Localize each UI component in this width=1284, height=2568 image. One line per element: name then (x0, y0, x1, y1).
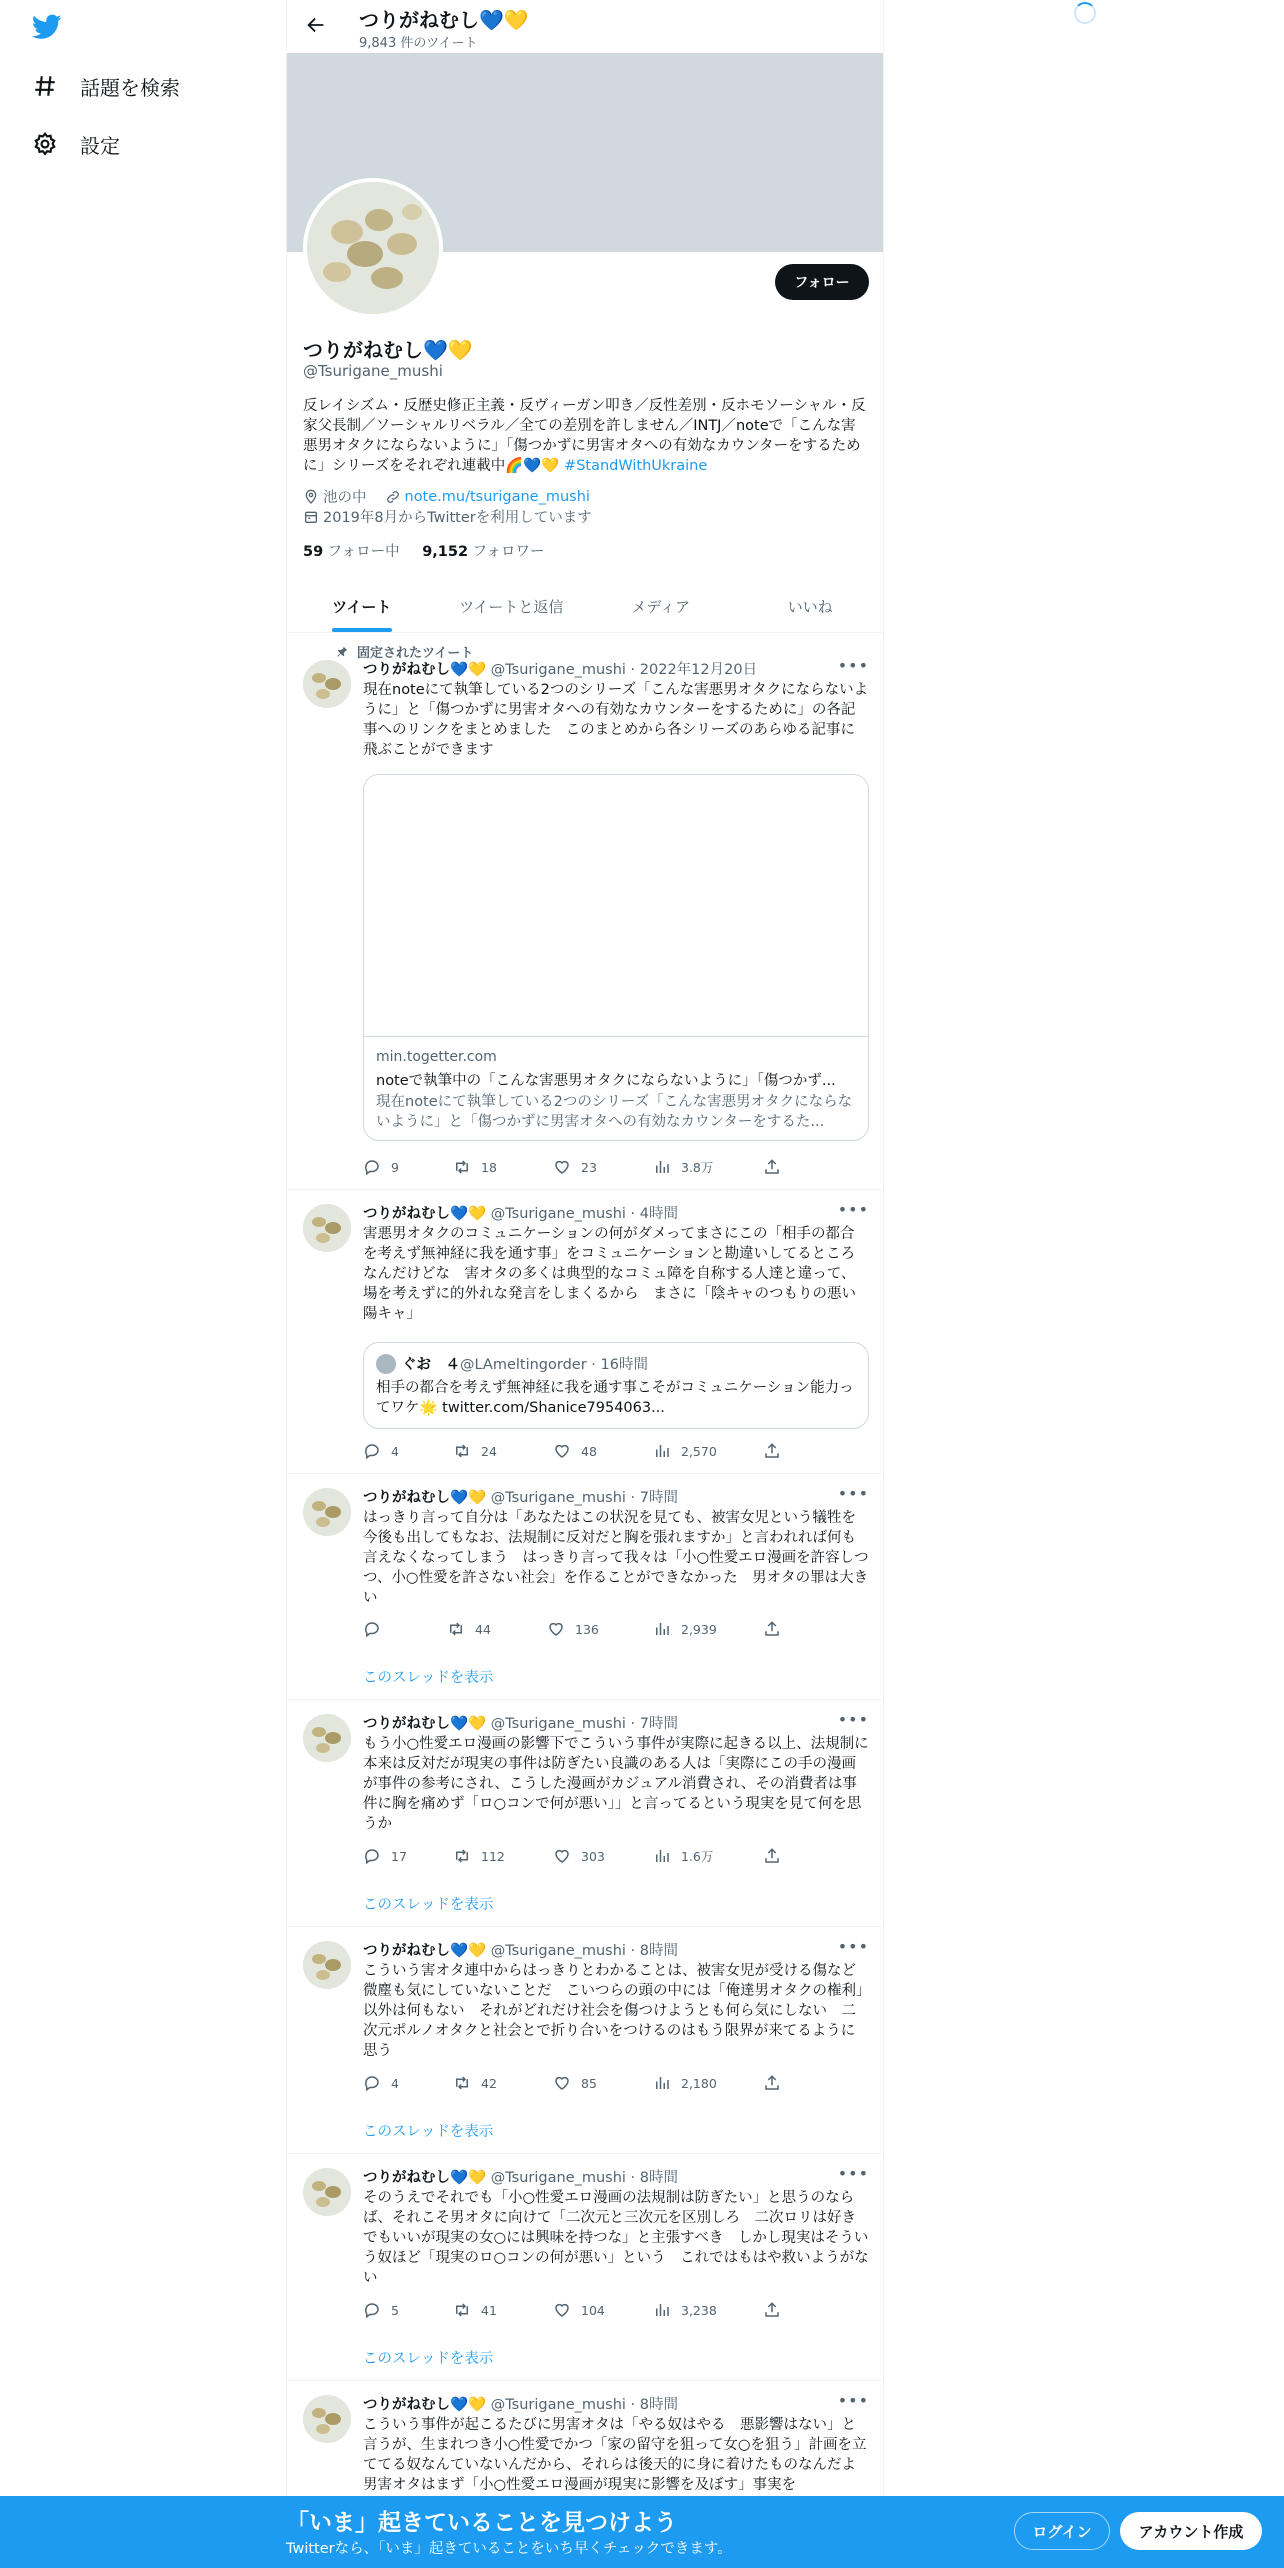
reply-count: 17 (391, 1848, 407, 1864)
show-thread-link[interactable]: このスレッドを表示 (363, 1897, 494, 1913)
tweet-author-meta: @Tsurigane_mushi · 2022年12月20日 (486, 662, 758, 678)
views-chart-icon (653, 1442, 671, 1460)
nav-explore-label: 話題を検索 (80, 75, 180, 100)
like-button[interactable] (553, 2301, 605, 2319)
reply-button[interactable] (363, 1847, 407, 1865)
gear-icon (32, 131, 58, 157)
tweet-avatar[interactable] (303, 1714, 351, 1762)
heart-icon (553, 1847, 571, 1865)
views-button[interactable] (653, 2074, 717, 2092)
more-options-icon[interactable]: ••• (837, 1484, 869, 1503)
tweet-text: はっきり言って自分は「あなたはこの状況を見ても、被害女児という犠牲を今後も出してもなお、法規制に反対だと胸を張れますか」と言われれば何も言えなくなってしまう はっきり言って我々は「小○性愛エロ漫画を許容しつつ、小○性愛を許さない社会」を作ることができなかった 男オタの罪は大きい (363, 1510, 869, 1606)
tweet-text: 害悪男オタクのコミュニケーションの何がダメってまさにこの「相手の都合を考えず無神経に我を通す事」をコミュニケーションと勘違いしてるところなんだけどな 害オタの多くは典型的なコミュ障を自称する人達と違って、場を考えずに的外れな発言をしまくるから まさに「陰キャのつもりの悪い陽キャ」 (363, 1226, 856, 1322)
reply-icon (363, 1158, 381, 1176)
tweet-author-name[interactable]: つりがねむし💙💛 (363, 1943, 487, 1959)
tweet-avatar[interactable] (303, 1941, 351, 1989)
tweet-item[interactable] (287, 1700, 884, 1927)
tweet-author-name[interactable]: つりがねむし💙💛 (363, 1206, 487, 1222)
share-icon (763, 1158, 781, 1176)
tweet-text: もう小○性愛エロ漫画の影響下でこういう事件が実際に起きる以上、法規制に本来は反対だが現実の事件は防ぎたい良識のある人は「実際にこの手の漫画が事件の参考にされ、こうした漫画がカジュアル消費され、その消費者は事件に胸を痛めず「ロ○コンで何が悪い」」と言ってるという現実を見て何を思うか (363, 1736, 869, 1832)
tab-likes[interactable]: いいね (787, 597, 833, 616)
tweet-author-name[interactable]: つりがねむし💙💛 (363, 2397, 487, 2413)
quoted-avatar (376, 1354, 396, 1374)
tweet-item[interactable] (287, 2154, 884, 2381)
tweet-text: そのうえでそれでも「小○性愛エロ漫画の法規制は防ぎたい」と思うのならば、それこそ男オタに向けて「二次元と三次元を区別しろ 二次ロリは好きでもいいが現実の女○には興味を持つな」と主張すべき しかし現実はそういう奴ほど「現実のロ○コンの何が悪い」という これではもはや救いようがない (363, 2190, 869, 2286)
reply-icon (363, 1847, 381, 1865)
nav-explore[interactable] (32, 66, 180, 106)
views-button[interactable] (653, 1158, 713, 1176)
tweet-header (363, 658, 757, 679)
reply-count: 5 (391, 2302, 399, 2318)
tweet-author-meta: @Tsurigane_mushi · 4時間 (486, 1206, 679, 1222)
show-thread-link[interactable]: このスレッドを表示 (363, 2124, 494, 2140)
tweet-avatar[interactable] (303, 2395, 351, 2443)
signup-banner-title: 「いま」起きていることを見つけよう (286, 2510, 677, 2536)
profile-avatar[interactable] (303, 178, 443, 318)
followers-label: フォロワー (468, 544, 545, 560)
heart-icon (553, 2074, 571, 2092)
tab-media[interactable]: メディア (631, 597, 691, 616)
reply-button[interactable] (363, 1158, 399, 1176)
show-thread-link[interactable]: このスレッドを表示 (363, 1670, 494, 1686)
header-tweet-count: 9,843 件のツイート (359, 36, 478, 51)
following-label: フォロー中 (323, 544, 400, 560)
share-icon (763, 1442, 781, 1460)
tweet-author-name[interactable]: つりがねむし💙💛 (363, 662, 487, 678)
share-button[interactable] (763, 2301, 791, 2319)
views-chart-icon (653, 1620, 671, 1638)
pinned-label-text: 固定されたツイート (357, 646, 474, 661)
login-button[interactable]: ログイン (1014, 2512, 1110, 2550)
reply-icon (363, 2301, 381, 2319)
follow-button[interactable]: フォロー (775, 264, 869, 300)
retweet-icon (453, 1442, 471, 1460)
tweet-author-meta: @Tsurigane_mushi · 8時間 (486, 2170, 679, 2186)
reply-icon (363, 1620, 381, 1638)
retweet-icon (453, 2074, 471, 2092)
following-link[interactable] (303, 544, 400, 560)
views-button[interactable] (653, 1442, 717, 1460)
location-pin-icon (303, 489, 319, 505)
heart-icon (553, 2301, 571, 2319)
quoted-author-name: ぐお ４ (402, 1357, 460, 1373)
reply-button[interactable] (363, 2301, 399, 2319)
tweet-author-meta: @Tsurigane_mushi · 7時間 (486, 1716, 679, 1732)
share-button[interactable] (763, 1847, 791, 1865)
tweet-text: こういう事件が起こるたびに男害オタは「やる奴はやる 悪影響はない」と言うが、生まれつき小○性愛でかつ「家の留守を狙って女○を狙う」計画を立ててる奴なんていないんだから、それらは後天的に身に着けたものなんだよ 男害オタはまず「小○性愛エロ漫画が現実に影響を及ぼす」事実を (363, 2417, 871, 2493)
profile-website-link[interactable]: note.mu/tsurigane_mushi (404, 488, 590, 505)
loading-spinner-icon (1074, 2, 1096, 24)
views-count: 1.6万 (681, 1849, 714, 1864)
views-button[interactable] (653, 1847, 713, 1865)
retweet-button[interactable] (453, 1158, 497, 1176)
like-count: 23 (581, 1159, 597, 1175)
retweet-button[interactable] (453, 2074, 497, 2092)
views-chart-icon (653, 1158, 671, 1176)
more-options-icon[interactable]: ••• (837, 1710, 869, 1729)
signup-banner-subtitle: Twitterなら、「いま」起きていることをいち早くチェックできます。 (286, 2541, 732, 2557)
retweet-icon (453, 2301, 471, 2319)
tweet-actions (363, 1442, 783, 1462)
retweet-button[interactable] (453, 1442, 497, 1460)
nav-settings[interactable] (32, 124, 120, 164)
tweet-avatar[interactable] (303, 2168, 351, 2216)
tweet-actions (363, 1847, 783, 1867)
tweet-text: こういう害オタ連中からはっきりとわかることは、被害女児が受ける傷など微塵も気にしていないことだ こいつらの頭の中には「俺達男オタクの権利」以外は何もない それがどれだけ社会を傷つけようとも何ら気にしない 二次元ポルノオタクと社会とで折り合いをつけるのはもう限界が来てるように思う (363, 1963, 864, 2059)
views-chart-icon (653, 2301, 671, 2319)
profile-location: 池の中 (323, 490, 367, 506)
share-icon (763, 2301, 781, 2319)
share-icon (763, 1620, 781, 1638)
tweet-author-meta: @Tsurigane_mushi · 8時間 (486, 2397, 679, 2413)
tweet-author-name[interactable]: つりがねむし💙💛 (363, 1490, 487, 1506)
reply-count: 4 (391, 1443, 399, 1459)
tweet-actions (363, 2074, 783, 2094)
reply-button[interactable] (363, 2074, 399, 2092)
quoted-author-meta: @LAmeltingorder · 16時間 (460, 1357, 648, 1373)
tweet-header (363, 1712, 678, 1733)
tweet-avatar[interactable] (303, 1204, 351, 1252)
like-count: 104 (581, 2302, 605, 2318)
show-thread-link[interactable]: このスレッドを表示 (363, 2351, 494, 2367)
share-button[interactable] (763, 1442, 791, 1460)
tweet-text: 現在noteにて執筆している2つのシリーズ「こんな害悪男オタクにならないように」と「傷つかずに男害オタへの有効なカウンターをするために」の各記事へのリンクをまとめました このまとめから各シリーズのあらゆる記事に飛ぶことができます (363, 682, 869, 758)
profile-header-bar (287, 0, 884, 52)
followers-count: 9,152 (422, 544, 469, 560)
link-card-description: 現在noteにて執筆している2つのシリーズ「こんな害悪男オタクにならないように」と「傷つかずに男害オタへの有効なカウンターをするた... (376, 1094, 853, 1130)
tab-tweets-replies[interactable]: ツイートと返信 (459, 597, 564, 616)
profile-tabs (287, 580, 884, 633)
link-icon (385, 489, 401, 505)
tweet-item[interactable] (287, 634, 884, 1190)
views-count: 2,180 (681, 2075, 717, 2091)
share-icon (763, 2074, 781, 2092)
followers-link[interactable] (422, 544, 544, 560)
tab-tweets[interactable]: ツイート (287, 580, 437, 632)
views-button[interactable] (653, 2301, 717, 2319)
tweet-avatar[interactable] (303, 1488, 351, 1536)
views-count: 2,939 (681, 1621, 717, 1637)
tweet-header (363, 2393, 678, 2414)
like-button[interactable] (553, 1442, 597, 1460)
retweet-count: 41 (481, 2302, 497, 2318)
tweet-item[interactable] (287, 1927, 884, 2154)
link-card-image (364, 775, 868, 1037)
like-count: 85 (581, 2075, 597, 2091)
twitter-logo-icon[interactable] (32, 14, 62, 44)
more-options-icon[interactable]: ••• (837, 1200, 869, 1219)
following-count: 59 (303, 544, 324, 560)
tweet-author-name[interactable]: つりがねむし💙💛 (363, 2170, 487, 2186)
share-button[interactable] (763, 1620, 791, 1638)
retweet-button[interactable] (453, 2301, 497, 2319)
retweet-count: 112 (481, 1848, 505, 1864)
profile-name: つりがねむし💙💛 (303, 338, 473, 362)
back-arrow-icon[interactable] (305, 14, 327, 40)
more-options-icon[interactable]: ••• (837, 1937, 869, 1956)
tweet-header (363, 2166, 678, 2187)
like-count: 48 (581, 1443, 597, 1459)
nav-settings-label: 設定 (80, 133, 120, 158)
like-count: 303 (581, 1848, 605, 1864)
hashtag-icon (32, 73, 58, 99)
heart-icon (547, 1620, 565, 1638)
retweet-count: 44 (475, 1621, 491, 1637)
quoted-tweet-header (376, 1353, 856, 1374)
retweet-count: 24 (481, 1443, 497, 1459)
views-button[interactable] (653, 1620, 717, 1638)
share-icon (763, 1847, 781, 1865)
quoted-tweet-text: 相手の都合を考えず無神経に我を通す事こそがコミュニケーション能力ってワケ🌟 twitter.com/Shanice7954063... (376, 1380, 854, 1416)
views-count: 2,570 (681, 1443, 717, 1459)
profile-timeline (286, 0, 884, 2568)
views-chart-icon (653, 2074, 671, 2092)
tweet-avatar[interactable] (303, 660, 351, 708)
quoted-tweet[interactable] (363, 1342, 869, 1429)
reply-button[interactable] (363, 1620, 391, 1638)
profile-stats (303, 540, 544, 561)
tweet-author-name[interactable]: つりがねむし💙💛 (363, 1716, 487, 1732)
share-button[interactable] (763, 2074, 791, 2092)
tweet-header (363, 1202, 678, 1223)
tweet-item[interactable] (287, 1474, 884, 1700)
like-button[interactable] (553, 1158, 597, 1176)
link-card-domain: min.togetter.com (376, 1049, 497, 1065)
profile-meta-row (303, 486, 590, 507)
signup-banner (0, 2496, 1284, 2568)
tweet-actions (363, 2301, 783, 2321)
link-card-title: noteで執筆中の「こんな害悪男オタクにならないように」「傷つかず... (376, 1073, 836, 1089)
retweet-count: 18 (481, 1159, 497, 1175)
like-button[interactable] (553, 2074, 597, 2092)
bio-text: 反レイシズム・反歴史修正主義・反ヴィーガン叩き／反性差別・反ホモソーシャル・反家父長制／ソーシャルリベラル／全ての差別を許しません／INTJ／noteで「こんな害悪男オタクにならないように」「傷つかずに男害オタへの有効なカウンターをするために」シリーズをそれぞれ連載中🌈💙💛 (303, 398, 866, 474)
views-count: 3,238 (681, 2302, 717, 2318)
profile-joined: 2019年8月からTwitterを利用しています (323, 510, 592, 526)
create-account-button[interactable]: アカウント作成 (1120, 2512, 1262, 2550)
tweet-author-meta: @Tsurigane_mushi · 8時間 (486, 1943, 679, 1959)
tweet-author-meta: @Tsurigane_mushi · 7時間 (486, 1490, 679, 1506)
more-options-icon[interactable]: ••• (837, 656, 869, 675)
retweet-button[interactable] (453, 1847, 505, 1865)
tweet-header (363, 1939, 678, 1960)
reply-icon (363, 1442, 381, 1460)
reply-button[interactable] (363, 1442, 399, 1460)
tweet-header (363, 1486, 678, 1507)
bio-hashtag-link[interactable]: #StandWithUkraine (564, 458, 708, 474)
profile-bio (303, 396, 869, 476)
like-button[interactable] (553, 1847, 605, 1865)
heart-icon (553, 1442, 571, 1460)
tweet-item[interactable] (287, 1190, 884, 1474)
reply-count: 4 (391, 2075, 399, 2091)
tweet-actions (363, 1158, 783, 1178)
more-options-icon[interactable]: ••• (837, 2391, 869, 2410)
header-name: つりがねむし💙💛 (359, 8, 529, 32)
views-chart-icon (653, 1847, 671, 1865)
heart-icon (553, 1158, 571, 1176)
reply-count: 9 (391, 1159, 399, 1175)
calendar-icon (303, 509, 319, 525)
link-card[interactable] (363, 774, 869, 1141)
tweet-actions (363, 1620, 783, 1640)
reply-icon (363, 2074, 381, 2092)
more-options-icon[interactable]: ••• (837, 2164, 869, 2183)
views-count: 3.8万 (681, 1160, 714, 1175)
profile-joined-row (303, 506, 592, 527)
retweet-icon (447, 1620, 465, 1638)
share-button[interactable] (763, 1158, 791, 1176)
retweet-count: 42 (481, 2075, 497, 2091)
retweet-button[interactable] (447, 1620, 491, 1638)
retweet-icon (453, 1158, 471, 1176)
retweet-icon (453, 1847, 471, 1865)
like-count: 136 (575, 1621, 599, 1637)
profile-handle: @Tsurigane_mushi (303, 362, 443, 380)
like-button[interactable] (547, 1620, 599, 1638)
